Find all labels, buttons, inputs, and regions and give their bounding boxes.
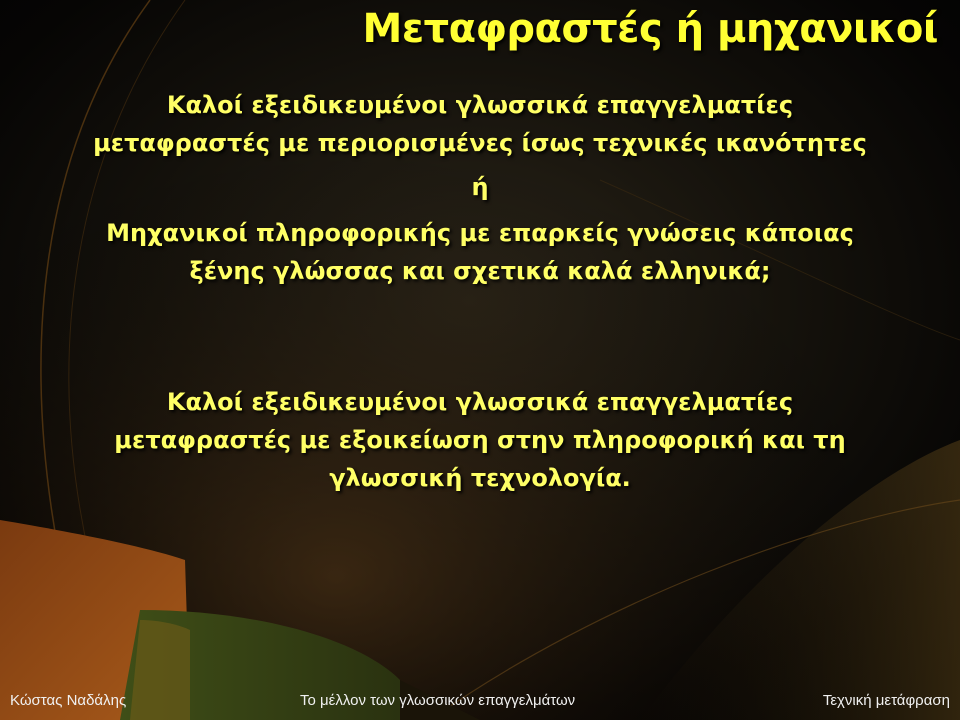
footer-section: Τεχνική μετάφραση — [822, 692, 950, 709]
or-separator: ή — [471, 173, 489, 201]
paragraph-2-line-2: ξένης γλώσσας και σχετικά καλά ελληνικά; — [189, 257, 771, 285]
paragraph-translators — [60, 86, 900, 162]
slide-title: Μεταφραστές ή μηχανικοί — [362, 6, 938, 52]
paragraph-engineers — [60, 214, 900, 290]
footer-presentation-title: Το μέλλον των γλωσσικών επαγγελμάτων — [300, 692, 576, 709]
slide-footer — [0, 690, 960, 714]
paragraph-1-line-1: Καλοί εξειδικευμένοι γλωσσικά επαγγελματίες — [166, 91, 794, 119]
paragraph-conclusion — [60, 383, 900, 497]
footer-author: Κώστας Ναδάλης — [10, 692, 127, 709]
paragraph-1-line-2: μεταφραστές με περιορισμένες ίσως τεχνικές ικανότητες — [93, 129, 867, 157]
paragraph-3-line-2: μεταφραστές με εξοικείωση στην πληροφορική και τη — [114, 426, 846, 454]
slide-body — [60, 86, 900, 497]
paragraph-3-line-1: Καλοί εξειδικευμένοι γλωσσικά επαγγελματίες — [166, 388, 794, 416]
paragraph-3-line-3: γλωσσική τεχνολογία. — [329, 464, 631, 492]
paragraph-2-line-1: Μηχανικοί πληροφορικής με επαρκείς γνώσεις κάποιας — [106, 219, 854, 247]
